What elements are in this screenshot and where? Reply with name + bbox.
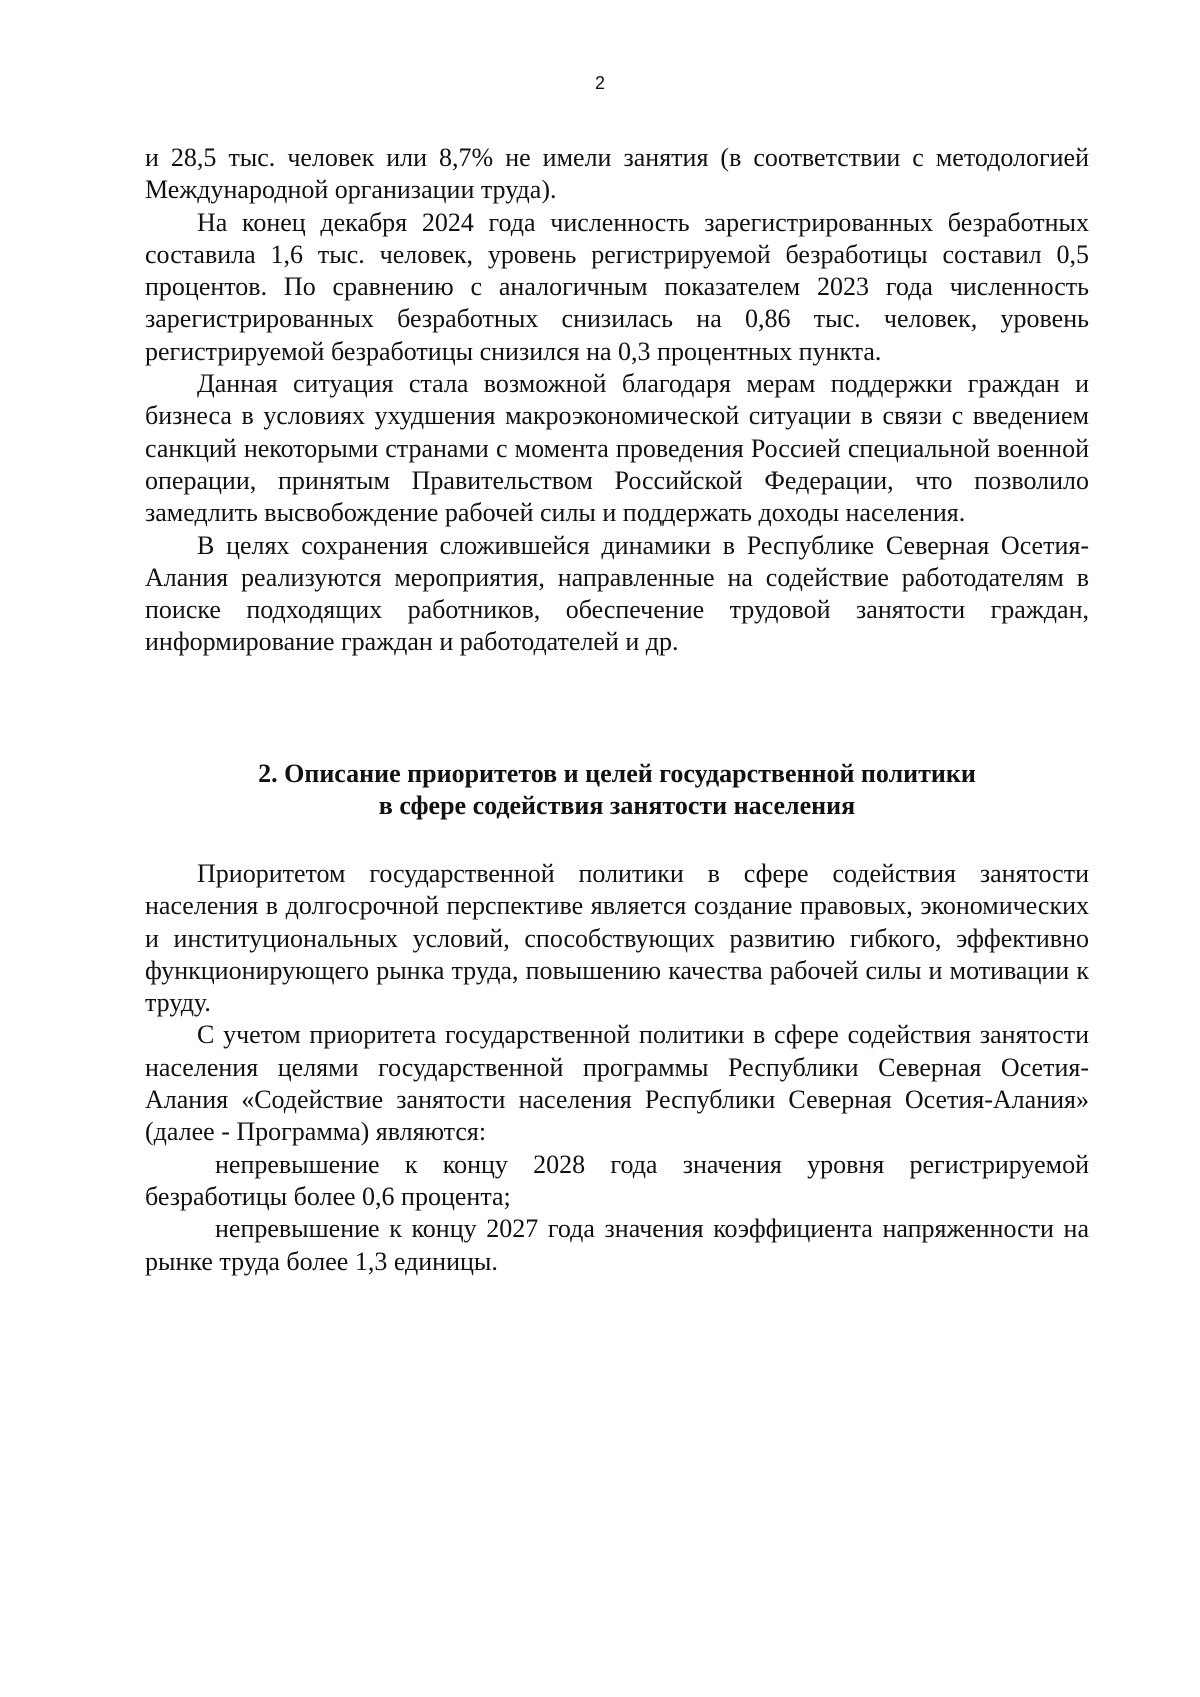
paragraph-support-measures: Данная ситуация стала возможной благодаря мерам поддержки граждан и бизнеса в условиях ухудшения макроэкономической ситуации в связи с введением санкций некоторыми странами с момента проведения Россией специальной военной операции, принятым Правительством Российской Федерации, что позволило замедлить высвобождение рабочей силы и поддержать доходы населения. <box>145 369 1089 528</box>
paragraph-unemployment-ilo: и 28,5 тыс. человек или 8,7% не имели занятия (в соответствии с методологией Международной организации труда). <box>145 143 1089 205</box>
section-heading-line-1: 2. Описание приоритетов и целей государственной политики <box>258 759 976 788</box>
goal-item-unemployment-level: непревышение к концу 2028 года значения уровня регистрируемой безработицы более 0,6 процента; <box>145 1149 1089 1211</box>
paragraph-program-goals: С учетом приоритета государственной политики в сфере содействия занятости населения целями государственной программы Республики Северная Осетия-Алания «Содействие занятости населения Республики Северная Осетия-Алания» (далее - Программа) являются: <box>145 1020 1089 1147</box>
section-text-block <box>145 858 1089 1278</box>
goal-item-tension-coefficient: непревышение к концу 2027 года значения коэффициента напряженности на рынке труда более 1,3 единицы. <box>145 1214 1089 1276</box>
intro-text-block <box>145 142 1089 659</box>
section-heading <box>145 758 1089 822</box>
page-number: 2 <box>594 73 605 93</box>
paragraph-dynamics-measures: В целях сохранения сложившейся динамики в Республике Северная Осетия-Алания реализуются мероприятия, направленные на содействие работодателям в поиске подходящих работников, обеспечение трудовой занятости граждан, информирование граждан и работодателей и др. <box>145 530 1089 657</box>
paragraph-registered-unemployed: На конец декабря 2024 года численность зарегистрированных безработных составила 1,6 тыс. человек, уровень регистрируемой безработицы составил 0,5 процентов. По сравнению с аналогичным показателем 2023 года численность зарегистрированных безработных снизилась на 0,86 тыс. человек, уровень регистрируемой безработицы снизился на 0,3 процентных пункта. <box>145 207 1089 366</box>
paragraph-policy-priority: Приоритетом государственной политики в сфере содействия занятости населения в долгосрочной перспективе является создание правовых, экономических и институциональных условий, способствующих развитию гибкого, эффективно функционирующего рынка труда, повышению качества рабочей силы и мотивации к труду. <box>145 859 1089 1018</box>
section-heading-line-2: в сфере содействия занятости населения <box>378 791 856 820</box>
